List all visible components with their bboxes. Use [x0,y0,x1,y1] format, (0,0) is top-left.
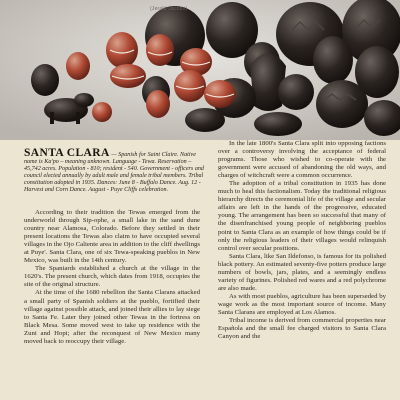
paragraph: As with most pueblos, agriculture has been superseded by wage work as the most important source of income. Many Santa Clarans are employed at Los Alamos. [218,292,386,316]
paragraph: In the late 1800's Santa Clara split into opposing factions over a controversy involving the acceptance of federal programs. Those who wished to co-operate with the government were accused of abandoning the old ways, and charges of witchcraft were a common occurrence. [218,140,386,180]
entry-header [24,147,208,195]
paragraph: According to their tradition the Tewas emerged from the underworld through Sip-ophe, a small lake in the sand dune country near Alamosa, Colorado. Before they settled in their present locations the Tewas also claim to have occupied several villages in the Ojo Caliente area in addition to the cliff dwellings at Puye'. Santa Clara, one of six Tewa-speaking pueblos in New Mexico, was built in the 14th century. [24,209,200,265]
paragraph: Santa Clara, like San Ildefonso, is famous for its polished black pottery. An estimated seventy-five potters produce large numbers of bowls, jars, plates, and a seemingly endless variety of figurines. Polished red wares and a red polychrome are also made. [218,252,386,292]
paragraph: The Spaniards established a church at the village in the 1620's. The present church, which dates from 1918, occupies the site of the original structure. [24,265,200,289]
photo-credit: (Jerald Jacobs) [150,6,188,12]
right-column [218,140,386,341]
entry-summary: — Spanish for Saint Claire. Native name is Ka'po – meaning unknown. Language - Tewa. Reservation – 45,742 acres. Population - 810; resident - 540. Government - officers and council elected annually by adult male and female tribal members. Tribal constitution adopted in 1935. Dances: June 8 - Buffalo Dance. Aug. 12 - Harvest and Corn Dance. August - Puye Cliffs celebration. [24,152,204,194]
pottery-illustration [0,0,400,140]
entry-title: SANTA CLARA [24,147,110,159]
paragraph: The adoption of a tribal constitution in 1935 has done much to heal this factionalism. Today the traditional religious hierarchy directs the ceremonial life of the village and secular affairs are left in the hands of the progressive, educated young. The arrangement has been so successful that many of the disenfranchised young people of neighboring pueblos point to Santa Clara as an example of how things could be if only the religious leaders of their villages would relinquish control over secular positions. [218,180,386,252]
paragraph: Tribal income is derived from commercial properties near Española and the small fee charged visitors to Santa Clara Canyon and the [218,317,386,341]
paragraph: At the time of the 1680 rebellion the Santa Clarans attacked a small party of Spanish soldiers at the pueblo, fortified their village against possible attack, and joined their allies to lay siege to Santa Fe. Later they joined other Tewas in the fortress on Black Mesa. Some moved west to take up residence with the Zuni and Hopi; after the reconquest of New Mexico many moved back to reoccupy their village. [24,289,200,345]
left-column [24,209,200,346]
pottery-photo [0,0,400,140]
